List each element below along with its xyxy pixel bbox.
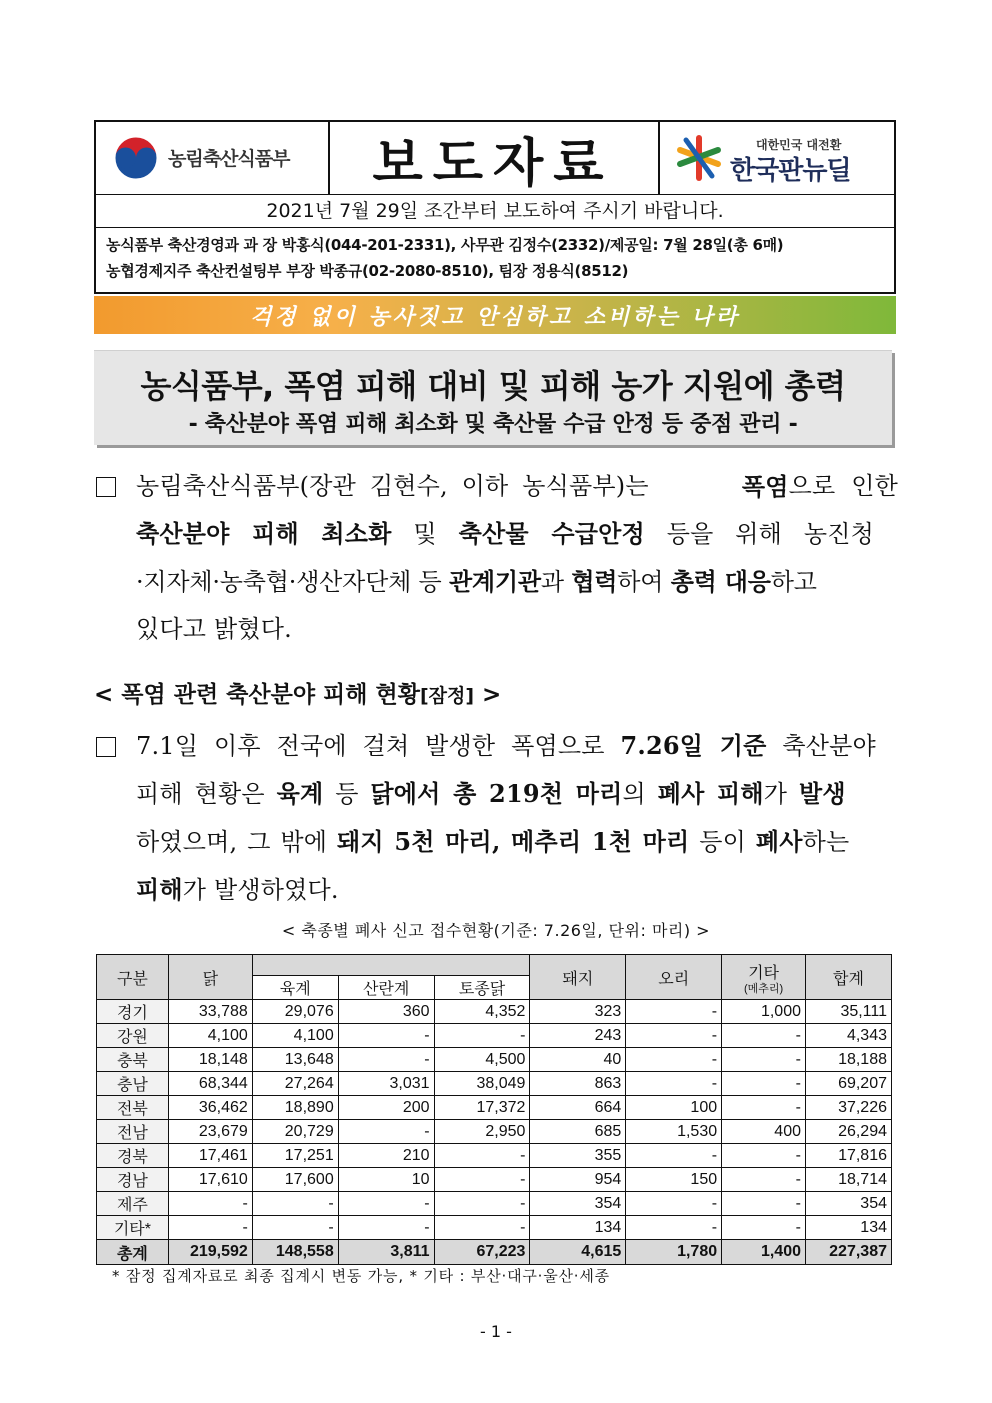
cell-native: 4,352 bbox=[434, 1000, 530, 1024]
newdeal-tagline: 대한민국 대전환 bbox=[756, 138, 842, 152]
cell-chicken: 17,461 bbox=[168, 1144, 252, 1168]
p2-emph: 7.26일 기준 bbox=[620, 731, 767, 760]
cell-other: - bbox=[722, 1192, 806, 1216]
cell-other: - bbox=[722, 1168, 806, 1192]
livestock-death-table bbox=[96, 954, 892, 1265]
cell-pig: 355 bbox=[530, 1144, 626, 1168]
p1-text: 과 bbox=[540, 568, 572, 596]
cell-broiler: 13,648 bbox=[252, 1048, 338, 1072]
p2-emph: 육계 bbox=[276, 779, 324, 808]
contact-info bbox=[106, 232, 783, 284]
p2-text: 축산분야 bbox=[766, 732, 876, 760]
cell-layer: 3,811 bbox=[338, 1240, 434, 1265]
cell-layer: 3,031 bbox=[338, 1072, 434, 1096]
cell-pig: 685 bbox=[530, 1120, 626, 1144]
cell-native: - bbox=[434, 1192, 530, 1216]
cell-total: 18,714 bbox=[806, 1168, 892, 1192]
cell-broiler: - bbox=[252, 1192, 338, 1216]
cell-region: 충남 bbox=[97, 1072, 169, 1096]
cell-other: - bbox=[722, 1144, 806, 1168]
cell-pig: 40 bbox=[530, 1048, 626, 1072]
p1-emph: 축산분야 피해 최소화 bbox=[136, 519, 392, 548]
release-date: 2021년 7월 29일 조간부터 보도하여 주시기 바랍니다. bbox=[96, 195, 894, 228]
table-row bbox=[97, 1024, 892, 1048]
p2-emph: 닭에서 총 219천 마리 bbox=[370, 779, 623, 808]
cell-broiler: 17,251 bbox=[252, 1144, 338, 1168]
doc-type-title: 보도자료 bbox=[372, 133, 614, 194]
cell-other: - bbox=[722, 1072, 806, 1096]
p1-text: 하여 bbox=[617, 568, 671, 596]
p2-emph: 피해 bbox=[136, 875, 183, 904]
cell-pig: 323 bbox=[530, 1000, 626, 1024]
cell-total: 18,188 bbox=[806, 1048, 892, 1072]
cell-layer: - bbox=[338, 1192, 434, 1216]
taeguk-icon bbox=[114, 136, 158, 180]
cell-broiler: 148,558 bbox=[252, 1240, 338, 1265]
cell-broiler: 20,729 bbox=[252, 1120, 338, 1144]
cell-total: 17,816 bbox=[806, 1144, 892, 1168]
cell-other: 400 bbox=[722, 1120, 806, 1144]
cell-chicken: 219,592 bbox=[168, 1240, 252, 1265]
p1-line-1 bbox=[136, 463, 898, 510]
p2-text: 등 bbox=[323, 780, 371, 808]
cell-broiler: 27,264 bbox=[252, 1072, 338, 1096]
table-footnote: * 잠정 집계자료로 최종 집계시 변동 가능, * 기타 : 부산·대구·울산·세종 bbox=[112, 1267, 610, 1285]
col-header-chicken-detail bbox=[252, 955, 530, 976]
p2-line-2 bbox=[136, 770, 898, 818]
p1-line-2 bbox=[136, 510, 898, 558]
cell-region: 기타* bbox=[97, 1216, 169, 1240]
p1-emph: 축산물 수급안정 bbox=[458, 519, 645, 548]
cell-layer: - bbox=[338, 1216, 434, 1240]
p1-text: 농림축산식품부(장관 김현수, 이하 농식품부)는 bbox=[136, 472, 649, 500]
cell-layer: 10 bbox=[338, 1168, 434, 1192]
headline-main: 농식품부, 폭염 피해 대비 및 피해 농가 지원에 총력 bbox=[140, 367, 846, 405]
p2-line-1 bbox=[136, 722, 898, 770]
cell-pig: 4,615 bbox=[530, 1240, 626, 1265]
col-header-chicken: 닭 bbox=[168, 955, 252, 1000]
bullet-box-icon bbox=[96, 477, 116, 497]
cell-chicken: 17,610 bbox=[168, 1168, 252, 1192]
cell-broiler: 4,100 bbox=[252, 1024, 338, 1048]
cell-native: - bbox=[434, 1024, 530, 1048]
table-row bbox=[97, 1144, 892, 1168]
cell-total: 35,111 bbox=[806, 1000, 892, 1024]
table-row bbox=[97, 1216, 892, 1240]
cell-chicken: 68,344 bbox=[168, 1072, 252, 1096]
cell-broiler: 29,076 bbox=[252, 1000, 338, 1024]
cell-total: 26,294 bbox=[806, 1120, 892, 1144]
cell-native: - bbox=[434, 1216, 530, 1240]
cell-duck: - bbox=[626, 1072, 722, 1096]
press-header bbox=[94, 120, 896, 294]
cell-native: 2,950 bbox=[434, 1120, 530, 1144]
contact-line-1: 농식품부 축산경영과 과 장 박홍식(044-201-2331), 사무관 김정수(2332)/제공일: 7월 28일(총 6매) bbox=[106, 236, 784, 254]
doc-type-cell bbox=[328, 122, 660, 194]
cell-broiler: 18,890 bbox=[252, 1096, 338, 1120]
table-total-row bbox=[97, 1240, 892, 1265]
col-header-broiler: 육계 bbox=[252, 976, 338, 1000]
cell-other: 1,400 bbox=[722, 1240, 806, 1265]
p2-line-3 bbox=[136, 818, 898, 866]
paragraph-2 bbox=[136, 722, 898, 914]
slogan-text: 걱정 없이 농사짓고 안심하고 소비하는 나라 bbox=[250, 304, 740, 330]
cell-layer: 210 bbox=[338, 1144, 434, 1168]
cell-chicken: 23,679 bbox=[168, 1120, 252, 1144]
section-heading-end: > bbox=[474, 682, 502, 708]
cell-pig: 243 bbox=[530, 1024, 626, 1048]
p2-emph: 돼지 5천 마리, 메추리 1천 마리 bbox=[337, 827, 690, 856]
newdeal-star-icon bbox=[674, 134, 724, 182]
cell-chicken: 33,788 bbox=[168, 1000, 252, 1024]
cell-duck: - bbox=[626, 1144, 722, 1168]
cell-total: 134 bbox=[806, 1216, 892, 1240]
cell-chicken: - bbox=[168, 1216, 252, 1240]
table-row bbox=[97, 1072, 892, 1096]
p2-text: 가 발생하였다. bbox=[182, 876, 339, 904]
p1-emph: 협력 bbox=[571, 567, 618, 596]
cell-duck: - bbox=[626, 1000, 722, 1024]
table-body bbox=[97, 1000, 892, 1265]
table-row bbox=[97, 1000, 892, 1024]
table-header-row bbox=[97, 955, 892, 976]
col-header-layer: 산란계 bbox=[338, 976, 434, 1000]
p2-emph: 발생 bbox=[799, 779, 846, 808]
cell-total: 4,343 bbox=[806, 1024, 892, 1048]
cell-pig: 354 bbox=[530, 1192, 626, 1216]
cell-duck: - bbox=[626, 1192, 722, 1216]
cell-duck: - bbox=[626, 1216, 722, 1240]
section-heading bbox=[94, 676, 501, 709]
cell-other: 1,000 bbox=[722, 1000, 806, 1024]
p1-line-3 bbox=[136, 558, 898, 606]
p2-line-4 bbox=[136, 866, 898, 914]
p1-text: ·지자체·농축협·생산자단체 등 bbox=[136, 568, 449, 596]
cell-pig: 134 bbox=[530, 1216, 626, 1240]
p2-text: 7.1일 이후 전국에 걸쳐 발생한 폭염으로 bbox=[136, 732, 621, 760]
cell-total: 37,226 bbox=[806, 1096, 892, 1120]
cell-native: 38,049 bbox=[434, 1072, 530, 1096]
p2-text: 등이 bbox=[689, 828, 756, 856]
cell-region: 제주 bbox=[97, 1192, 169, 1216]
p2-emph: 폐사 피해 bbox=[657, 779, 764, 808]
p2-text: 피해 현황은 bbox=[136, 780, 277, 808]
cell-total: 354 bbox=[806, 1192, 892, 1216]
contact-line-2: 농협경제지주 축산컨설팅부 부장 박종규(02-2080-8510), 팀장 정용식(8512) bbox=[106, 262, 629, 280]
p1-text: 하고 bbox=[770, 568, 817, 596]
cell-other: - bbox=[722, 1024, 806, 1048]
p2-text: 하는 bbox=[802, 828, 850, 856]
table-caption: < 축종별 폐사 신고 접수현황(기준: 7.26일, 단위: 마리) > bbox=[281, 921, 711, 940]
p1-text: 등을 위해 농진청 bbox=[644, 520, 875, 548]
cell-layer: - bbox=[338, 1024, 434, 1048]
table-row bbox=[97, 1168, 892, 1192]
section-heading-text: < 폭염 관련 축산분야 피해 현황 bbox=[94, 682, 420, 708]
p2-emph: 폐사 bbox=[755, 827, 803, 856]
cell-layer: - bbox=[338, 1120, 434, 1144]
col-header-other-label: 기타 bbox=[748, 964, 780, 982]
cell-duck: - bbox=[626, 1024, 722, 1048]
cell-region: 경기 bbox=[97, 1000, 169, 1024]
col-header-other-sub: (메추리) bbox=[743, 982, 784, 995]
p2-text: 의 bbox=[622, 780, 658, 808]
table-row bbox=[97, 1048, 892, 1072]
cell-region: 전남 bbox=[97, 1120, 169, 1144]
cell-total: 227,387 bbox=[806, 1240, 892, 1265]
bullet-box-icon bbox=[96, 737, 116, 757]
cell-pig: 664 bbox=[530, 1096, 626, 1120]
col-header-region: 구분 bbox=[97, 955, 169, 1000]
cell-native: 67,223 bbox=[434, 1240, 530, 1265]
cell-layer: 200 bbox=[338, 1096, 434, 1120]
cell-layer: - bbox=[338, 1048, 434, 1072]
table-row bbox=[97, 1120, 892, 1144]
cell-region: 경남 bbox=[97, 1168, 169, 1192]
ministry-logo-cell bbox=[96, 122, 330, 194]
slogan-banner bbox=[94, 296, 896, 334]
p1-text: 으로 인한 bbox=[788, 472, 898, 500]
newdeal-name: 한국판뉴딜 bbox=[730, 156, 851, 186]
cell-duck: 100 bbox=[626, 1096, 722, 1120]
table-row bbox=[97, 1192, 892, 1216]
cell-total: 69,207 bbox=[806, 1072, 892, 1096]
newdeal-logo-cell bbox=[660, 122, 894, 194]
p1-emph: 관계기관 bbox=[448, 567, 541, 596]
headline-sub: - 축산분야 폭염 피해 최소화 및 축산물 수급 안정 등 중점 관리 - bbox=[188, 412, 798, 437]
cell-duck: 1,530 bbox=[626, 1120, 722, 1144]
cell-pig: 863 bbox=[530, 1072, 626, 1096]
p1-emph: 폭염 bbox=[741, 472, 789, 501]
cell-layer: 360 bbox=[338, 1000, 434, 1024]
p2-text: 하였으며, 그 밖에 bbox=[136, 828, 338, 856]
cell-duck: 150 bbox=[626, 1168, 722, 1192]
cell-region: 경북 bbox=[97, 1144, 169, 1168]
cell-native: 4,500 bbox=[434, 1048, 530, 1072]
cell-other: - bbox=[722, 1048, 806, 1072]
cell-region: 전북 bbox=[97, 1096, 169, 1120]
cell-other: - bbox=[722, 1096, 806, 1120]
page-number: - 1 - bbox=[480, 1322, 512, 1341]
cell-region: 강원 bbox=[97, 1024, 169, 1048]
section-heading-tag: [잠정] bbox=[419, 685, 475, 707]
cell-duck: 1,780 bbox=[626, 1240, 722, 1265]
cell-native: - bbox=[434, 1144, 530, 1168]
p2-text: 가 bbox=[763, 780, 799, 808]
cell-native: 17,372 bbox=[434, 1096, 530, 1120]
cell-region: 총계 bbox=[97, 1240, 169, 1265]
cell-other: - bbox=[722, 1216, 806, 1240]
header-top-row bbox=[96, 122, 894, 195]
headline-box bbox=[94, 350, 892, 445]
cell-region: 충북 bbox=[97, 1048, 169, 1072]
ministry-name: 농림축산식품부 bbox=[168, 148, 290, 170]
cell-duck: - bbox=[626, 1048, 722, 1072]
cell-pig: 954 bbox=[530, 1168, 626, 1192]
p1-line-4: 있다고 밝혔다. bbox=[136, 615, 292, 643]
cell-chicken: - bbox=[168, 1192, 252, 1216]
cell-broiler: - bbox=[252, 1216, 338, 1240]
cell-chicken: 4,100 bbox=[168, 1024, 252, 1048]
col-header-other bbox=[722, 955, 806, 1000]
cell-broiler: 17,600 bbox=[252, 1168, 338, 1192]
cell-chicken: 36,462 bbox=[168, 1096, 252, 1120]
col-header-duck: 오리 bbox=[626, 955, 722, 1000]
cell-chicken: 18,148 bbox=[168, 1048, 252, 1072]
col-header-total: 합계 bbox=[806, 955, 892, 1000]
col-header-pig: 돼지 bbox=[530, 955, 626, 1000]
table-row bbox=[97, 1096, 892, 1120]
col-header-native: 토종닭 bbox=[434, 976, 530, 1000]
p1-emph: 총력 대응 bbox=[670, 567, 771, 596]
p1-text: 및 bbox=[391, 520, 459, 548]
cell-native: - bbox=[434, 1168, 530, 1192]
paragraph-1 bbox=[136, 463, 898, 653]
